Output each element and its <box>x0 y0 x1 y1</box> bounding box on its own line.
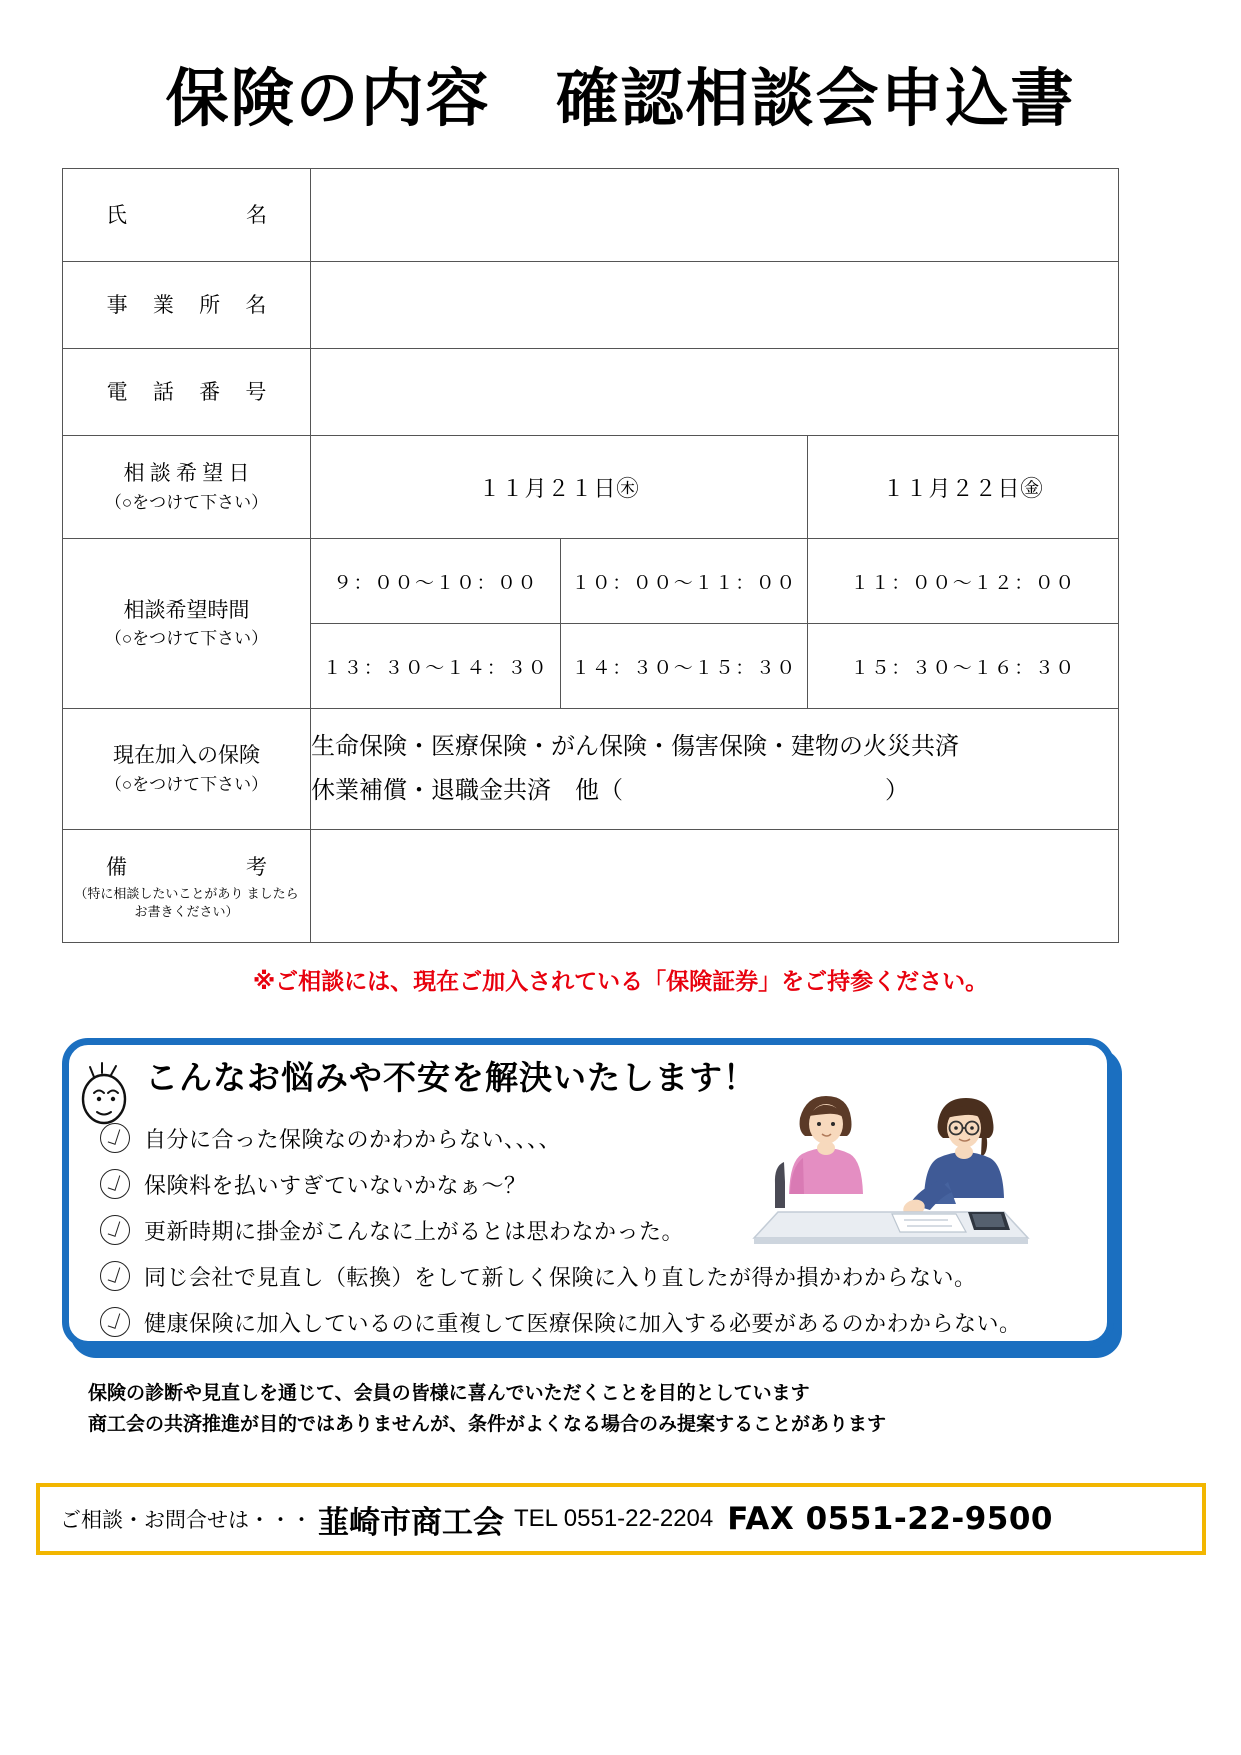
fax-number: FAX 0551-22-9500 <box>727 1501 1054 1537</box>
office-input-cell[interactable] <box>311 262 1119 349</box>
check-circle-icon <box>100 1123 130 1153</box>
check-circle-icon <box>100 1215 130 1245</box>
date-option-1-label: １１月２１日㊍ <box>478 475 640 501</box>
organization-name: 韮崎市商工会 <box>318 1504 504 1541</box>
table-row-date <box>63 436 1119 539</box>
name-input-cell[interactable] <box>311 169 1119 262</box>
remarks-label-cell <box>63 830 311 943</box>
consultation-illustration <box>742 1062 1042 1262</box>
time-slot-0900-label: ９：００〜１０：００ <box>332 572 538 594</box>
insurance-other-label: 休業補償・退職金共済 他（ <box>311 778 623 804</box>
insurance-label: 現在加入の保険 <box>113 743 260 768</box>
list-item <box>100 1299 1030 1345</box>
table-row-phone <box>63 349 1119 436</box>
concerns-heading: こんなお悩みや不安を解決いたします！ <box>145 1058 757 1097</box>
list-item-label: 自分に合った保険なのかわからない、、、、 <box>144 1126 562 1152</box>
table-row-office <box>63 262 1119 349</box>
insurance-options-cell[interactable] <box>311 709 1119 830</box>
table-row-remarks <box>63 830 1119 943</box>
page-title: 保険の内容 確認相談会申込書 <box>165 62 1076 135</box>
list-item-label: 同じ会社で見直し（転換）をして新しく保険に入り直したが得か損かわからない。 <box>144 1264 977 1290</box>
application-form-table <box>62 168 1119 943</box>
check-circle-icon <box>100 1169 130 1199</box>
remarks-sublabel: （特に相談したいことがあり ましたらお書きください） <box>74 886 299 919</box>
list-item-label: 健康保険に加入しているのに重複して医療保険に加入する必要があるのかわからない。 <box>144 1310 1022 1336</box>
date-label: 相 談 希 望 日 <box>123 461 250 486</box>
phone-input-cell[interactable] <box>311 349 1119 436</box>
purpose-statement <box>88 1378 886 1440</box>
remarks-input-cell[interactable] <box>311 830 1119 943</box>
check-circle-icon <box>100 1307 130 1337</box>
remarks-label: 備 考 <box>106 854 281 879</box>
time-slot-1330[interactable] <box>311 624 561 709</box>
date-option-1[interactable] <box>311 436 808 539</box>
phone-label-cell <box>63 349 311 436</box>
purpose-line-2: 商工会の共済推進が目的ではありませんが、条件がよくなる場合のみ提案することがあります <box>88 1412 887 1435</box>
time-slot-0900[interactable] <box>311 539 561 624</box>
table-row-name <box>63 169 1119 262</box>
telephone-number: TEL 0551-22-2204 <box>514 1505 714 1532</box>
bring-policy-notice: ※ご相談には、現在ご加入されている「保険証券」をご持参ください。 <box>252 969 989 995</box>
date-label-cell <box>63 436 311 539</box>
time-label-cell <box>63 539 311 709</box>
phone-label: 電 話 番 号 <box>106 379 277 404</box>
time-sublabel: （○をつけて下さい） <box>104 629 269 649</box>
contact-footer <box>36 1483 1206 1555</box>
insurance-options-line-1: 生命保険・医療保険・がん保険・傷害保険・建物の火災共済 <box>311 733 959 760</box>
time-slot-1100[interactable] <box>808 539 1119 624</box>
table-row-insurance <box>63 709 1119 830</box>
time-slot-1000-label: １０：００〜１１：００ <box>571 572 797 594</box>
time-slot-1100-label: １１：００〜１２：００ <box>850 572 1076 594</box>
name-label: 氏 名 <box>106 202 281 227</box>
check-circle-icon <box>100 1261 130 1291</box>
time-slot-1000[interactable] <box>561 539 808 624</box>
date-sublabel: （○をつけて下さい） <box>104 492 269 512</box>
table-row-time-morning <box>63 539 1119 624</box>
time-slot-1430[interactable] <box>561 624 808 709</box>
insurance-label-cell <box>63 709 311 830</box>
time-slot-1530[interactable] <box>808 624 1119 709</box>
insurance-other-close: ） <box>885 778 909 804</box>
office-label: 事 業 所 名 <box>106 292 277 317</box>
list-item-label: 保険料を払いすぎていないかなぁ〜？ <box>144 1172 527 1198</box>
list-item-label: 更新時期に掛金がこんなに上がるとは思わなかった。 <box>144 1218 685 1244</box>
purpose-line-1: 保険の診断や見直しを通じて、会員の皆様に喜んでいただくことを目的としています <box>88 1382 810 1404</box>
contact-lead: ご相談・お問合せは・・・ <box>60 1508 312 1532</box>
date-option-2[interactable] <box>808 436 1119 539</box>
name-label-cell <box>63 169 311 262</box>
time-slot-1430-label: １４：３０〜１５：３０ <box>571 657 797 679</box>
office-label-cell <box>63 262 311 349</box>
insurance-options-line-2 <box>311 769 1118 813</box>
insurance-sublabel: （○をつけて下さい） <box>104 774 269 794</box>
time-slot-1530-label: １５：３０〜１６：３０ <box>850 657 1076 679</box>
time-slot-1330-label: １３：３０〜１４：３０ <box>322 657 549 679</box>
time-label: 相談希望時間 <box>123 597 250 622</box>
date-option-2-label: １１月２２日㊎ <box>882 475 1044 501</box>
